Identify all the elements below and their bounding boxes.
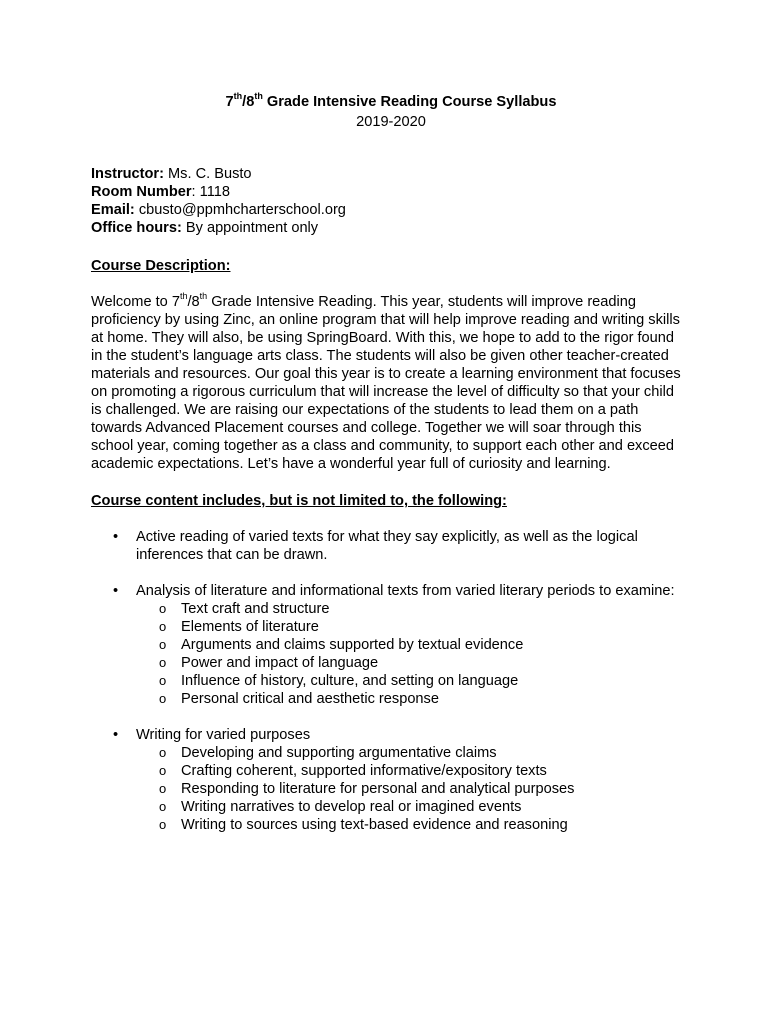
sub-list-item xyxy=(136,600,691,618)
description-intro: Welcome to 7 xyxy=(91,294,180,310)
sub-list-item-text: Influence of history, culture, and setting on language xyxy=(181,673,519,689)
school-year: 2019-2020 xyxy=(356,114,426,130)
bullet-icon: • xyxy=(113,727,119,743)
course-description-paragraph xyxy=(91,293,681,473)
room-line xyxy=(91,183,691,201)
description-superscript-a: th xyxy=(179,291,188,302)
title-superscript-a: th xyxy=(233,91,243,102)
room-label: Room Number xyxy=(91,184,192,200)
sub-list-item-text: Developing and supporting argumentative claims xyxy=(181,745,497,761)
circle-bullet-icon: o xyxy=(159,655,167,670)
circle-bullet-icon: o xyxy=(159,763,167,778)
sub-list-item-text: Crafting coherent, supported informative/expository texts xyxy=(181,763,547,779)
bullet-icon: • xyxy=(113,529,119,545)
circle-bullet-icon: o xyxy=(159,637,167,652)
email-value: cbusto@ppmhcharterschool.org xyxy=(134,202,346,218)
sub-list-item xyxy=(136,780,691,798)
title-grade-b: /8 xyxy=(242,94,255,110)
room-value: : 1118 xyxy=(191,184,230,200)
sub-list-item-text: Text craft and structure xyxy=(181,601,330,617)
sub-list xyxy=(136,600,691,708)
email-line xyxy=(91,201,691,219)
list-item-text: Active reading of varied texts for what they say explicitly, as well as the logical inferences that can be drawn. xyxy=(136,529,638,563)
sub-list-item-text: Elements of literature xyxy=(181,619,319,635)
sub-list-item-text: Writing to sources using text-based evidence and reasoning xyxy=(181,817,568,833)
sub-list-item xyxy=(136,744,691,762)
sub-list-item-text: Personal critical and aesthetic response xyxy=(181,691,439,707)
circle-bullet-icon: o xyxy=(159,673,167,688)
circle-bullet-icon: o xyxy=(159,619,167,634)
list-item xyxy=(91,726,691,834)
office-hours-label: Office hours: xyxy=(91,220,182,236)
sub-list-item xyxy=(136,690,691,708)
office-hours-value: By appointment only xyxy=(181,220,319,236)
instructor-value: Ms. C. Busto xyxy=(163,166,252,182)
course-description-heading: Course Description: xyxy=(91,258,231,274)
title-text: Grade Intensive Reading Course Syllabus xyxy=(262,94,557,110)
sub-list-item xyxy=(136,762,691,780)
circle-bullet-icon: o xyxy=(159,799,167,814)
instructor-line xyxy=(91,165,691,183)
circle-bullet-icon: o xyxy=(159,745,167,760)
sub-list-item-text: Power and impact of language xyxy=(181,655,379,671)
sub-list-item xyxy=(136,672,691,690)
sub-list xyxy=(136,744,691,834)
list-item-text: Analysis of literature and informational texts from varied literary periods to examine: xyxy=(136,583,675,599)
list-item xyxy=(91,582,691,708)
circle-bullet-icon: o xyxy=(159,601,167,616)
syllabus-page xyxy=(91,93,691,852)
title-superscript-b: th xyxy=(254,91,263,102)
course-content-heading: Course content includes, but is not limited to, the following: xyxy=(91,493,507,509)
circle-bullet-icon: o xyxy=(159,781,167,796)
instructor-label: Instructor: xyxy=(91,166,164,182)
sub-list-item-text: Responding to literature for personal and analytical purposes xyxy=(181,781,575,797)
bullet-icon: • xyxy=(113,583,119,599)
description-grade-b: /8 xyxy=(187,294,200,310)
title-grade-a: 7 xyxy=(225,94,234,110)
instructor-info xyxy=(91,165,691,237)
course-content-list xyxy=(91,528,691,834)
list-item xyxy=(91,528,691,564)
email-label: Email: xyxy=(91,202,135,218)
sub-list-item xyxy=(136,636,691,654)
sub-list-item xyxy=(136,618,691,636)
sub-list-item xyxy=(136,816,691,834)
document-title xyxy=(91,93,691,111)
description-body: Grade Intensive Reading. This year, students will improve reading proficiency by using Zinc, an online program that will help improve reading and writing skills at home. They will also, be using SpringBoard. With this, we hope to add to the rigor found in the student’s language arts class. The students will also be given other teacher-created materials and resources. Our goal this year is to create a learning environment that focuses on promoting a rigorous curriculum that will increase the level of difficulty so that your child is challenged. We are raising our expectations of the students to lead them on a path towards Advanced Placement courses and college. Together we will soar through this school year, coming together as a class and community, to support each other and exceed academic expectations. Let’s have a wonderful year full of curiosity and learning. xyxy=(91,294,681,472)
list-item-text: Writing for varied purposes xyxy=(136,727,311,743)
description-superscript-b: th xyxy=(199,291,208,302)
circle-bullet-icon: o xyxy=(159,817,167,832)
sub-list-item-text: Arguments and claims supported by textual evidence xyxy=(181,637,524,653)
office-hours-line xyxy=(91,219,691,237)
sub-list-item xyxy=(136,798,691,816)
sub-list-item xyxy=(136,654,691,672)
circle-bullet-icon: o xyxy=(159,691,167,706)
sub-list-item-text: Writing narratives to develop real or imagined events xyxy=(181,799,522,815)
